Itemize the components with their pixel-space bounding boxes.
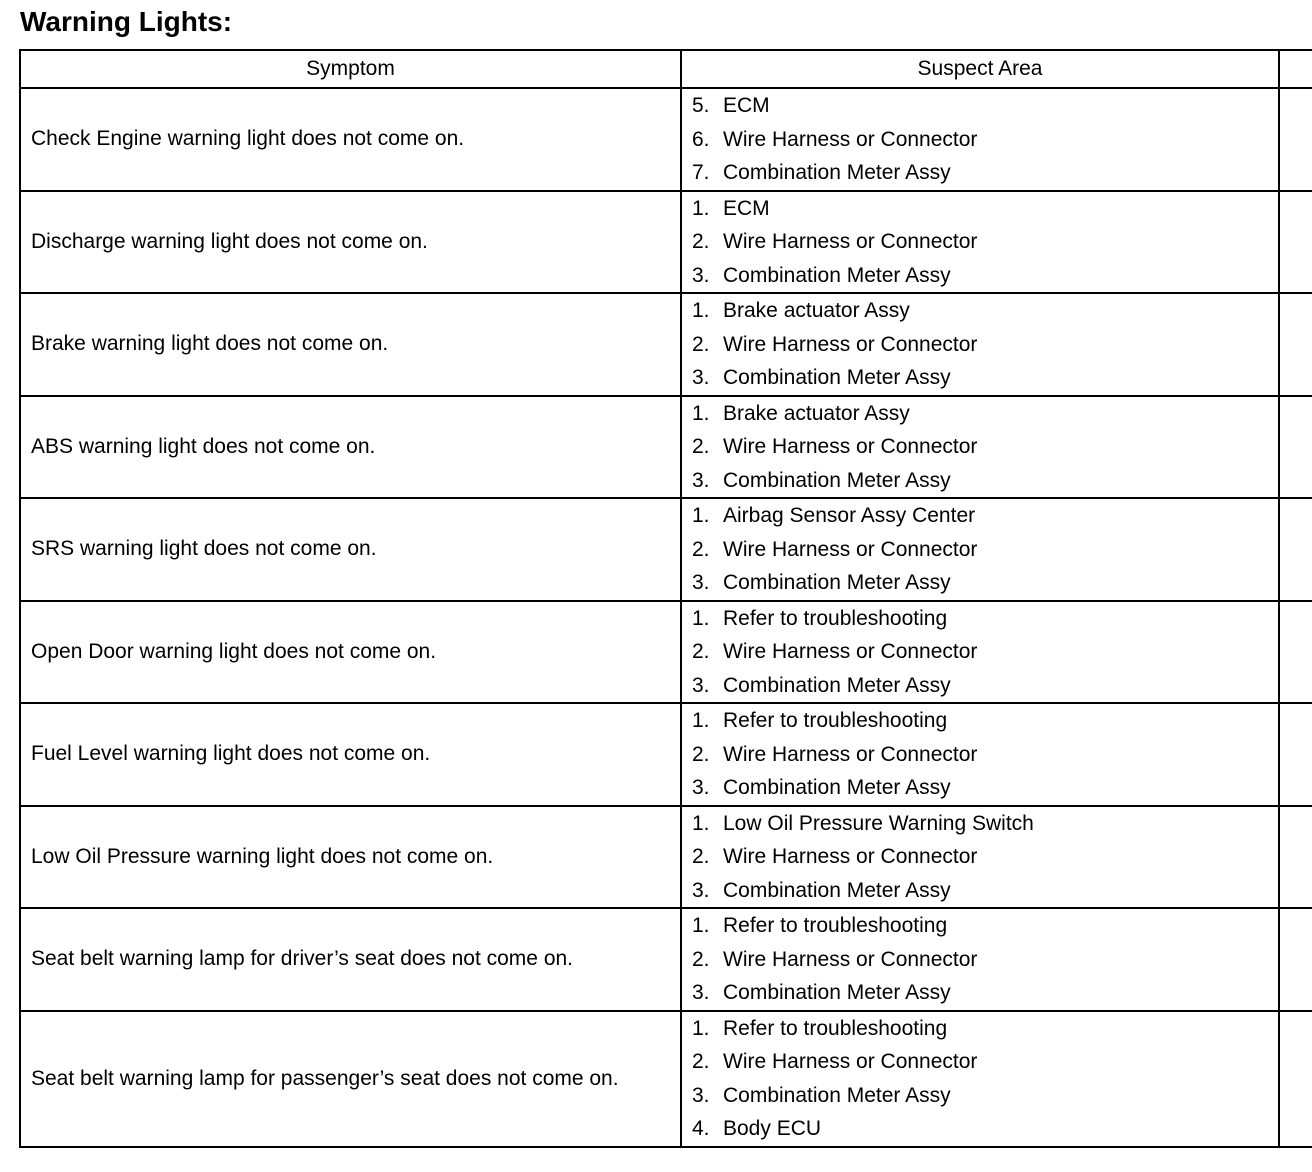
- table-row: [20, 1011, 1312, 1147]
- suspect-area-item: [692, 464, 1278, 498]
- suspect-area-item: [692, 89, 1278, 123]
- item-number: 3.: [692, 571, 710, 594]
- table-frame: [19, 49, 1312, 1165]
- symptom-cell: SRS warning light does not come on.: [20, 498, 681, 601]
- suspect-area-cell: [681, 396, 1279, 499]
- item-number: 2.: [692, 332, 710, 356]
- item-text: Combination Meter Assy: [723, 468, 951, 492]
- suspect-area-item: [692, 669, 1278, 703]
- suspect-area-item: [692, 771, 1278, 805]
- item-text: Combination Meter Assy: [723, 571, 951, 594]
- page-title: Warning Lights:: [20, 6, 233, 37]
- blank-cell: [1279, 601, 1312, 704]
- item-number: 3.: [692, 366, 710, 389]
- table-head: [20, 50, 1312, 88]
- suspect-area-cell: [681, 908, 1279, 1011]
- symptom-cell: Fuel Level warning light does not come on.: [20, 703, 681, 806]
- suspect-area-cell: [681, 191, 1279, 294]
- item-number: 2.: [692, 742, 710, 766]
- table-row: [20, 601, 1312, 704]
- item-text: Wire Harness or Connector: [723, 537, 978, 561]
- suspect-area-cell: [681, 703, 1279, 806]
- item-text: Wire Harness or Connector: [723, 127, 978, 151]
- blank-cell: [1279, 1011, 1312, 1147]
- item-number: 1.: [692, 1016, 710, 1040]
- table-row: [20, 293, 1312, 396]
- item-number: 1.: [692, 504, 710, 527]
- symptom-cell: ABS warning light does not come on.: [20, 396, 681, 499]
- item-text: Wire Harness or Connector: [723, 742, 978, 766]
- item-number: 7.: [692, 161, 710, 184]
- item-number: 3.: [692, 981, 710, 1004]
- item-text: Combination Meter Assy: [723, 1083, 951, 1107]
- suspect-area-item: [692, 361, 1278, 395]
- suspect-area-item: [692, 294, 1278, 328]
- suspect-area-item: [692, 328, 1278, 362]
- item-text: Brake actuator Assy: [723, 401, 910, 425]
- item-text: Body ECU: [723, 1117, 822, 1140]
- symptom-cell: Low Oil Pressure warning light does not come on.: [20, 806, 681, 909]
- header-row: [20, 50, 1312, 88]
- item-number: 3.: [692, 468, 710, 492]
- item-number: 1.: [692, 811, 710, 835]
- item-number: 5.: [692, 94, 710, 117]
- suspect-area-cell: [681, 806, 1279, 909]
- table-row: [20, 396, 1312, 499]
- blank-cell: [1279, 396, 1312, 499]
- item-text: Brake actuator Assy: [723, 299, 910, 322]
- suspect-area-item: [692, 840, 1278, 874]
- symptom-header: Symptom: [20, 50, 681, 88]
- suspect-area-item: [692, 430, 1278, 464]
- item-text: Combination Meter Assy: [723, 981, 951, 1004]
- item-text: Wire Harness or Connector: [723, 640, 978, 663]
- item-text: Wire Harness or Connector: [723, 845, 978, 868]
- table-body: [20, 88, 1312, 1147]
- blank-cell: [1279, 498, 1312, 601]
- table-row: [20, 498, 1312, 601]
- item-number: 3.: [692, 263, 710, 287]
- suspect-area-cell: [681, 293, 1279, 396]
- suspect-area-header: Suspect Area: [681, 50, 1279, 88]
- suspect-area-item: [692, 1045, 1278, 1079]
- suspect-area-item: [692, 738, 1278, 772]
- symptom-cell: Open Door warning light does not come on.: [20, 601, 681, 704]
- item-number: 2.: [692, 640, 710, 663]
- item-number: 1.: [692, 299, 710, 322]
- symptom-cell: Seat belt warning lamp for driver’s seat does not come on.: [20, 908, 681, 1011]
- suspect-area-item: [692, 499, 1278, 533]
- item-number: 1.: [692, 196, 710, 220]
- item-number: 3.: [692, 673, 710, 697]
- suspect-area-item: [692, 1079, 1278, 1113]
- item-number: 1.: [692, 401, 710, 425]
- suspect-area-item: [692, 1112, 1278, 1146]
- item-text: Refer to troubleshooting: [723, 1016, 948, 1040]
- suspect-area-item: [692, 909, 1278, 943]
- warning-lights-table: [19, 49, 1312, 1148]
- item-text: Low Oil Pressure Warning Switch: [723, 811, 1034, 835]
- suspect-area-item: [692, 976, 1278, 1010]
- item-text: Wire Harness or Connector: [723, 947, 978, 971]
- item-text: Wire Harness or Connector: [723, 230, 978, 253]
- table-row: [20, 908, 1312, 1011]
- symptom-cell: Brake warning light does not come on.: [20, 293, 681, 396]
- blank-header-cell: [1279, 50, 1312, 88]
- suspect-area-cell: [681, 1011, 1279, 1147]
- symptom-cell: Check Engine warning light does not come on.: [20, 88, 681, 191]
- item-text: Wire Harness or Connector: [723, 435, 978, 458]
- suspect-area-item: [692, 192, 1278, 226]
- suspect-area-item: [692, 397, 1278, 431]
- item-text: Wire Harness or Connector: [723, 1050, 978, 1073]
- item-number: 3.: [692, 878, 710, 902]
- item-number: 2.: [692, 230, 710, 253]
- item-number: 3.: [692, 776, 710, 799]
- item-text: Combination Meter Assy: [723, 776, 951, 799]
- suspect-area-cell: [681, 601, 1279, 704]
- blank-cell: [1279, 703, 1312, 806]
- table-row: [20, 806, 1312, 909]
- suspect-area-item: [692, 566, 1278, 600]
- item-text: Refer to troubleshooting: [723, 709, 948, 732]
- item-number: 2.: [692, 537, 710, 561]
- item-text: Combination Meter Assy: [723, 878, 951, 902]
- item-text: Refer to troubleshooting: [723, 606, 948, 630]
- suspect-area-item: [692, 807, 1278, 841]
- suspect-area-item: [692, 874, 1278, 908]
- suspect-area-item: [692, 635, 1278, 669]
- item-text: Airbag Sensor Assy Center: [723, 504, 976, 527]
- blank-cell: [1279, 908, 1312, 1011]
- item-text: Combination Meter Assy: [723, 366, 951, 389]
- item-text: Refer to troubleshooting: [723, 914, 948, 937]
- suspect-area-item: [692, 259, 1278, 293]
- table-row: [20, 703, 1312, 806]
- item-number: 2.: [692, 1050, 710, 1073]
- item-text: Combination Meter Assy: [723, 673, 951, 697]
- item-number: 4.: [692, 1117, 710, 1140]
- symptom-cell: Discharge warning light does not come on.: [20, 191, 681, 294]
- item-number: 3.: [692, 1083, 710, 1107]
- item-text: ECM: [723, 196, 770, 220]
- suspect-area-item: [692, 533, 1278, 567]
- suspect-area-item: [692, 156, 1278, 190]
- suspect-area-item: [692, 123, 1278, 157]
- table-row: [20, 191, 1312, 294]
- suspect-area-item: [692, 704, 1278, 738]
- item-number: 1.: [692, 709, 710, 732]
- suspect-area-item: [692, 1012, 1278, 1046]
- blank-cell: [1279, 293, 1312, 396]
- suspect-area-item: [692, 225, 1278, 259]
- item-number: 1.: [692, 606, 710, 630]
- item-number: 2.: [692, 845, 710, 868]
- blank-cell: [1279, 88, 1312, 191]
- symptom-cell: Seat belt warning lamp for passenger’s seat does not come on.: [20, 1011, 681, 1147]
- suspect-area-cell: [681, 498, 1279, 601]
- item-text: ECM: [723, 94, 770, 117]
- suspect-area-item: [692, 943, 1278, 977]
- table-row: [20, 88, 1312, 191]
- suspect-area-item: [692, 602, 1278, 636]
- item-text: Wire Harness or Connector: [723, 332, 978, 356]
- item-number: 2.: [692, 435, 710, 458]
- item-text: Combination Meter Assy: [723, 161, 951, 184]
- item-number: 1.: [692, 914, 710, 937]
- item-number: 6.: [692, 127, 710, 151]
- item-text: Combination Meter Assy: [723, 263, 951, 287]
- blank-cell: [1279, 191, 1312, 294]
- item-number: 2.: [692, 947, 710, 971]
- suspect-area-cell: [681, 88, 1279, 191]
- blank-cell: [1279, 806, 1312, 909]
